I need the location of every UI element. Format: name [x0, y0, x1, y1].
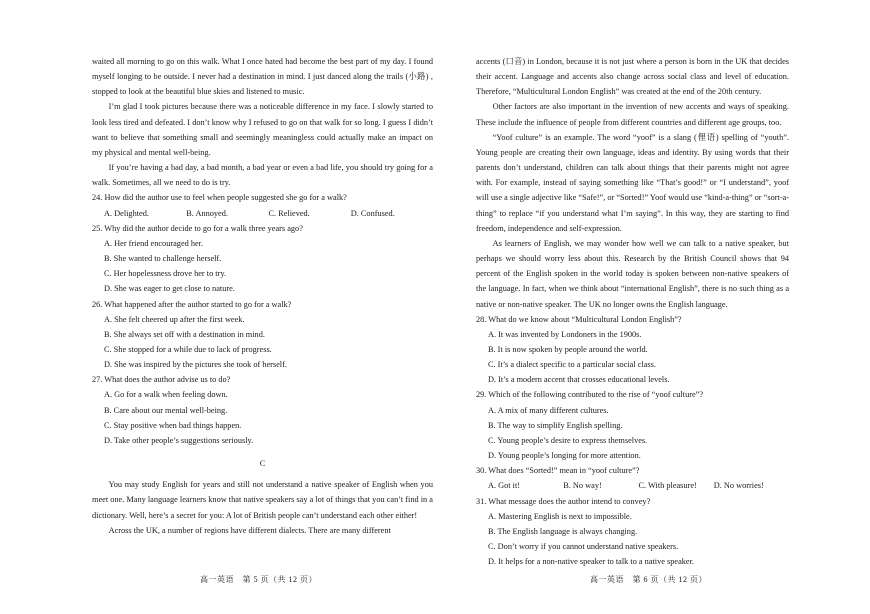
option-31-b: B. The English language is always changing. [488, 526, 638, 536]
question-24-options [92, 206, 433, 221]
page-footer-left: 高一英语 第 5 页（共 12 页） [200, 575, 317, 584]
page-footer-right: 高一英语 第 6 页（共 12 页） [590, 575, 707, 584]
question-30-options [476, 478, 789, 493]
option-24-b: B. Annoyed. [186, 208, 228, 218]
question-28-stem: 28. What do we know about “Multicultural London English”? [476, 314, 682, 324]
right-column [476, 54, 789, 569]
option-28-c: C. It’s a dialect specific to a particular social class. [488, 360, 656, 370]
question-30-stem: 30. What does “Sorted!” mean in “yoof culture”? [476, 466, 640, 476]
option-26-c: C. She stopped for a while due to lack of progress. [104, 344, 272, 354]
option-30-b: B. No way! [563, 481, 602, 491]
option-26-d: D. She was inspired by the pictures she took of herself. [104, 360, 287, 370]
question-29-stem: 29. Which of the following contributed to the rise of “yoof culture”? [476, 390, 704, 400]
option-25-b: B. She wanted to challenge herself. [104, 254, 222, 264]
option-27-c: C. Stay positive when bad things happen. [104, 420, 242, 430]
option-27-b: B. Care about our mental well-being. [104, 405, 228, 415]
option-27-a: A. Go for a walk when feeling down. [104, 390, 228, 400]
left-paragraph-2: I’m glad I took pictures because there was a noticeable difference in my face. I slowly started to look less tired and defeated. I don’t know why I refused to go on that walk for so long. I guess I didn’t want to believe that something small and seemingly meaningless could actually make an impact on my physical and mental well-being. [92, 102, 433, 157]
option-24-d: D. Confused. [350, 208, 395, 218]
option-26-a: A. She felt cheered up after the first week. [104, 314, 245, 324]
question-31-stem: 31. What message does the author intend to convey? [476, 496, 651, 506]
option-26-b: B. She always set off with a destination in mind. [104, 329, 265, 339]
option-31-a: A. Mastering English is next to impossible. [488, 511, 632, 521]
left-column [92, 54, 433, 538]
option-31-d: D. It helps for a non-native speaker to talk to a native speaker. [488, 557, 694, 567]
question-26-stem: 26. What happened after the author started to go for a walk? [92, 299, 292, 309]
left-paragraph-5: Across the UK, a number of regions have different dialects. There are many different [108, 525, 391, 535]
right-paragraph-3: “Yoof culture” is an example. The word “yoof” is a slang (俚语) spelling of “youth”. Young people are creating their own language, ideas and identity. By using words that their parents don’t understand, children can talk about things that their parents might not agree with. For example, instead of saying something like “That’s good!” or “I understand”, yoof will use a single adjective like “Safe!”, or “Sorted!” Yoof would use “kind-a-thing” or “sort-a-thing” to replace “if you understand what I’m saying”. In this way, they are starting to find freedom, independence and self-expression. [476, 132, 789, 233]
left-paragraph-1: waited all morning to go on this walk. What I once hated had become the best part of my day. I found myself longing to be outside. I never had a destination in mind. I just danced along the trails (小路) , stopped to look at the beautiful blue skies and listened to music. [92, 57, 433, 97]
option-30-c: C. With pleasure! [638, 481, 697, 491]
option-29-b: B. The way to simplify English spelling. [488, 420, 623, 430]
option-27-d: D. Take other people’s suggestions seriously. [104, 435, 254, 445]
question-24-stem: 24. How did the author use to feel when people suggested she go for a walk? [92, 193, 347, 203]
option-25-c: C. Her hopelessness drove her to try. [104, 269, 227, 279]
option-28-b: B. It is now spoken by people around the world. [488, 344, 648, 354]
right-paragraph-4: As learners of English, we may wonder how well we can talk to a native speaker, but perhaps we should worry less about this. Research by the British Council shows that 94 percent of the English spoken in the world today is spoken between non-native speakers of the language. In fact, when we think about “international English”, there is no such thing as a native or non-native speaker. The UK no longer owns the English language. [476, 238, 789, 309]
option-24-c: C. Relieved. [268, 208, 310, 218]
option-29-c: C. Young people’s desire to express themselves. [488, 435, 648, 445]
section-title: C [259, 459, 266, 469]
right-paragraph-2: Other factors are also important in the invention of new accents and ways of speaking. These include the influence of people from different countries and different age groups, too. [476, 102, 789, 127]
option-29-a: A. A mix of many different cultures. [488, 405, 609, 415]
option-30-a: A. Got it! [488, 481, 521, 491]
option-24-a: A. Delighted. [104, 208, 149, 218]
question-27-stem: 27. What does the author advise us to do? [92, 375, 231, 385]
option-29-d: D. Young people’s longing for more attention. [488, 451, 641, 461]
option-30-d: D. No worries! [713, 481, 764, 491]
option-28-d: D. It’s a modern accent that crosses educational levels. [488, 375, 670, 385]
option-25-d: D. She was eager to get close to nature. [104, 284, 235, 294]
question-25-stem: 25. Why did the author decide to go for a walk three years ago? [92, 223, 303, 233]
right-paragraph-1: accents (口音) in London, because it is not just where a person is born in the UK that decides their accent. Language and accents also change across social class and level of education. Therefore, “Multicultural London English” was created at the end of the 20th century. [476, 57, 789, 97]
option-25-a: A. Her friend encouraged her. [104, 238, 204, 248]
left-paragraph-3: If you’re having a bad day, a bad month, a bad year or even a bad life, you should try going for a walk. Sometimes, all we need to do is try. [92, 163, 433, 188]
left-paragraph-4: You may study English for years and still not understand a native speaker of English when you meet one. Many language learners know that native speakers say a lot of things that you can’t find in a dictionary. Well, here’s a secret for you: A lot of British people can’t understand each other either! [92, 480, 433, 520]
option-31-c: C. Don’t worry if you cannot understand native speakers. [488, 542, 679, 551]
option-28-a: A. It was invented by Londoners in the 1900s. [488, 329, 642, 339]
